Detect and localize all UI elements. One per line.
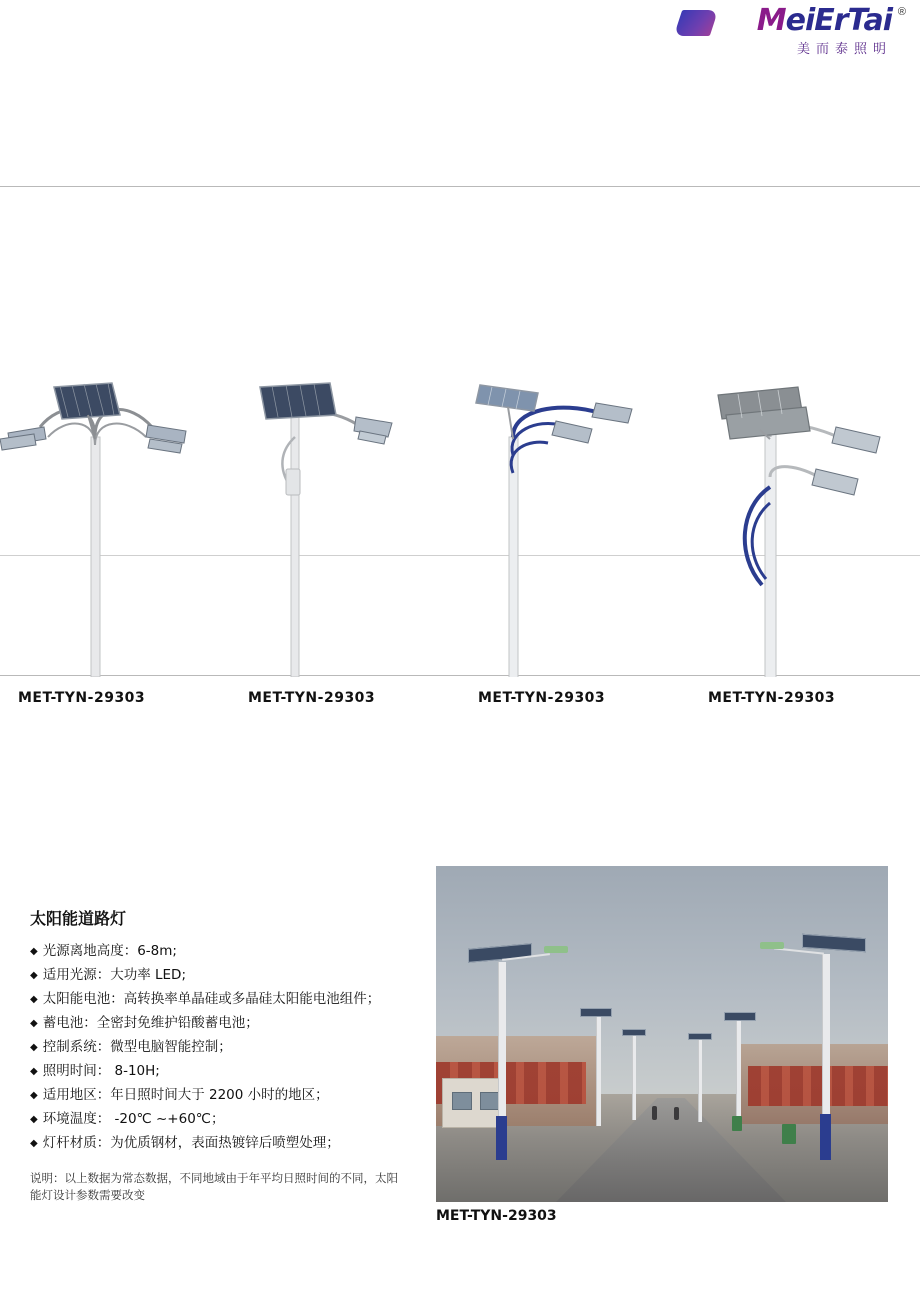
spec-item — [30, 1060, 430, 1084]
product-code-4: MET-TYN-29303 — [708, 690, 836, 706]
solar-street-light-single-arm-icon — [230, 187, 460, 677]
photo-lamp-pole — [698, 1038, 702, 1122]
photo-caption: MET-TYN-29303 — [436, 1208, 557, 1224]
photo-solar-panel — [688, 1033, 712, 1040]
brand-name-text: MeiErTai — [756, 3, 892, 38]
photo-lamp-pole — [736, 1018, 741, 1126]
product-image-2 — [230, 187, 460, 677]
brand-logo — [676, 3, 906, 62]
diamond-bullet-icon: ◆ — [30, 1042, 38, 1053]
specification-block — [30, 906, 430, 1204]
spec-item — [30, 1084, 430, 1108]
spec-item — [30, 988, 430, 1012]
diamond-bullet-icon: ◆ — [30, 1066, 38, 1077]
solar-street-light-double-arm-icon — [0, 187, 230, 677]
diamond-bullet-icon: ◆ — [30, 970, 38, 981]
spec-item — [30, 1036, 430, 1060]
spec-item-text: 环境温度： -20℃ ~+60℃； — [42, 1111, 225, 1127]
spec-item — [30, 1132, 430, 1156]
photo-trash-bin — [732, 1116, 742, 1131]
photo-window — [452, 1092, 472, 1110]
photo-lamp-pole — [632, 1034, 636, 1120]
spec-item-text: 适用地区：年日照时间大于 2200 小时的地区； — [42, 1087, 329, 1103]
photo-solar-panel — [622, 1029, 646, 1036]
product-image-4 — [690, 187, 920, 677]
diamond-bullet-icon: ◆ — [30, 1018, 38, 1029]
spec-item — [30, 1012, 430, 1036]
photo-solar-panel — [724, 1012, 756, 1021]
photo-person — [652, 1106, 657, 1120]
spec-item-text: 光源离地高度：6-8m; — [42, 943, 177, 959]
spec-item — [30, 940, 430, 964]
photo-lamp-head — [544, 946, 568, 953]
photo-trash-bin — [782, 1124, 796, 1144]
product-captions — [0, 690, 920, 714]
spec-note: 说明：以上数据为常态数据，不同地域由于年平均日照时间的不同，太阳能灯设计参数需要改变 — [30, 1171, 398, 1202]
product-code-3: MET-TYN-29303 — [478, 690, 606, 706]
spec-item-text: 照明时间： 8-10H; — [42, 1063, 160, 1079]
product-image-3 — [460, 187, 690, 677]
spec-item-text: 太阳能电池：高转换率单晶硅或多晶硅太阳能电池组件； — [42, 991, 381, 1007]
spec-title: 太阳能道路灯 — [30, 909, 127, 928]
photo-lamp-head — [760, 942, 784, 949]
photo-solar-panel — [580, 1008, 612, 1017]
spec-item-text: 控制系统：微型电脑智能控制； — [42, 1039, 232, 1055]
spec-item-text: 适用光源：大功率 LED; — [42, 967, 186, 983]
diamond-bullet-icon: ◆ — [30, 1114, 38, 1125]
spec-item-text: 灯杆材质：为优质钢材，表面热镀锌后喷塑处理； — [42, 1135, 340, 1151]
photo-person — [674, 1107, 679, 1120]
product-image-strip — [0, 186, 920, 676]
solar-street-light-dual-lamp-icon — [690, 187, 920, 677]
solar-street-light-curved-arm-icon — [460, 187, 690, 677]
brand-name-chinese: 美而泰照明 — [796, 42, 892, 57]
photo-pole-base — [820, 1114, 831, 1160]
page-header — [0, 0, 920, 70]
spec-item-text: 蓄电池：全密封免维护铅酸蓄电池； — [42, 1015, 259, 1031]
product-code-2: MET-TYN-29303 — [248, 690, 376, 706]
product-image-1 — [0, 187, 230, 677]
diamond-bullet-icon: ◆ — [30, 1138, 38, 1149]
diamond-bullet-icon: ◆ — [30, 946, 38, 957]
registered-mark: ® — [897, 6, 906, 18]
diamond-bullet-icon: ◆ — [30, 994, 38, 1005]
photo-window — [480, 1092, 500, 1110]
spec-item — [30, 1108, 430, 1132]
photo-lamp-pole — [596, 1014, 601, 1126]
installation-photo — [436, 866, 888, 1202]
photo-pole-base — [496, 1116, 507, 1160]
product-code-1: MET-TYN-29303 — [18, 690, 146, 706]
diamond-bullet-icon: ◆ — [30, 1090, 38, 1101]
photo-red-roof-right — [748, 1066, 888, 1106]
spec-item — [30, 964, 430, 988]
